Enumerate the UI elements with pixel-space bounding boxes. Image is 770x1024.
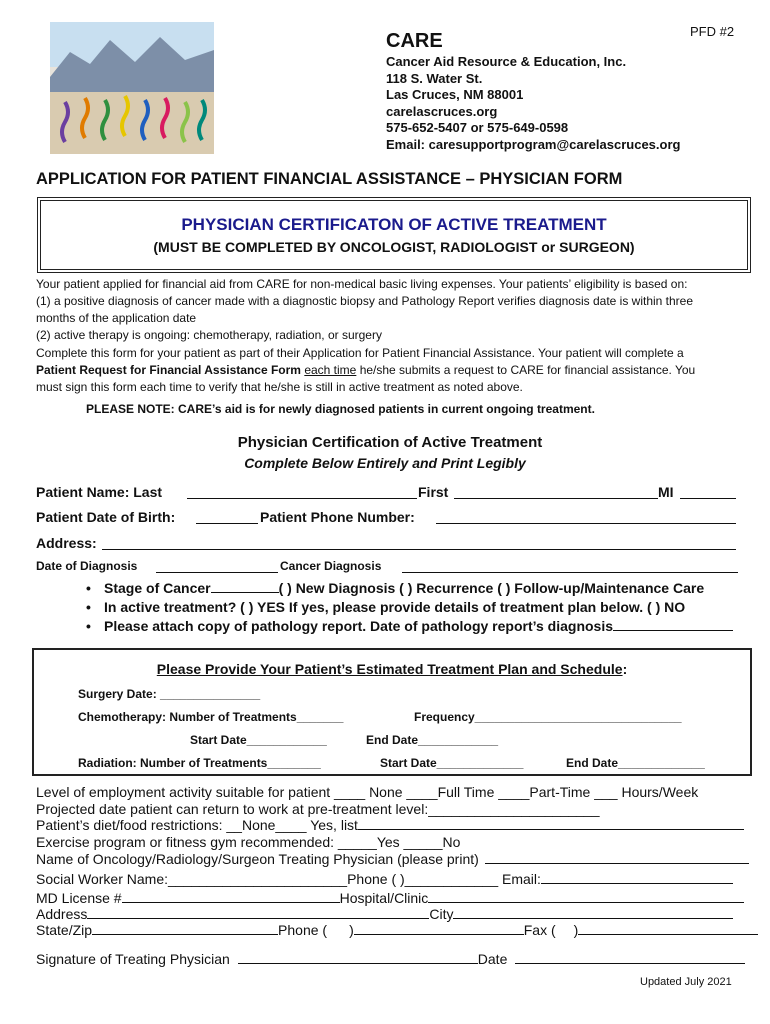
patient-last-name-label: Patient Name: Last <box>36 484 163 500</box>
diet-restrictions-line[interactable] <box>358 817 744 830</box>
patient-last-name-field[interactable] <box>187 498 417 499</box>
state-phone-fax-row <box>36 922 758 938</box>
patient-dob-field[interactable] <box>196 523 258 524</box>
exercise-program-field[interactable]: Exercise program or fitness gym recommended: _____Yes _____No <box>36 834 461 851</box>
surgery-date-field[interactable]: Surgery Date: _______________ <box>78 687 261 701</box>
date-label: Date <box>477 951 508 967</box>
bullet-stage: • Stage of Cancer ( ) New Diagnosis ( ) Recurrence ( ) Follow-up/Maintenance Care <box>86 580 705 596</box>
state-zip-label: State/Zip <box>36 922 93 938</box>
intro-line: (1) a positive diagnosis of cancer made with a diagnostic biopsy and Pathology Report verifies diagnosis date is within three <box>36 294 694 308</box>
patient-mi-field[interactable] <box>680 498 736 499</box>
city-label: City <box>429 906 454 922</box>
certification-box <box>37 197 751 273</box>
instructions-line: Complete this form for your patient as part of their Application for Patient Financial Assistance. Your patient will complete a <box>36 346 684 360</box>
form-id: PFD #2 <box>690 24 735 39</box>
radiation-start-date-field[interactable]: Start Date_____________ <box>380 756 524 770</box>
instructions-paragraph <box>36 345 746 396</box>
intro-line: months of the application date <box>36 311 197 325</box>
org-short-name: CARE <box>386 30 443 52</box>
social-worker-email-field[interactable] <box>541 871 733 884</box>
section-title: Physician Certification of Active Treatment <box>237 434 543 451</box>
md-license-field[interactable] <box>122 890 340 903</box>
org-city: Las Cruces, NM 88001 <box>386 87 524 103</box>
fax-field[interactable] <box>578 922 758 935</box>
org-phones: 575-652-5407 or 575-649-0598 <box>386 120 569 136</box>
hospital-field[interactable] <box>428 890 744 903</box>
hospital-label: Hospital/Clinic <box>339 890 429 906</box>
chemo-start-date-field[interactable]: Start Date____________ <box>190 733 327 747</box>
instructions-line: must sign this form each time to verify that he/she is still in active treatment as noted above. <box>36 380 523 394</box>
diagnosis-type-options[interactable]: ( ) New Diagnosis ( ) Recurrence ( ) Follow-up/Maintenance Care <box>278 580 705 596</box>
active-treatment-options[interactable]: In active treatment? ( ) YES If yes, please provide details of treatment plan below. ( ) NO <box>104 599 686 615</box>
org-address-block <box>386 54 680 154</box>
form-title: APPLICATION FOR PATIENT FINANCIAL ASSISTANCE – PHYSICIAN FORM <box>36 170 623 188</box>
phone-close-paren: ) <box>349 922 354 938</box>
chemo-treatments-field[interactable]: Chemotherapy: Number of Treatments_______ <box>78 710 344 724</box>
bullet-pathology: • Please attach copy of pathology report. Date of pathology report’s diagnosis <box>86 617 733 636</box>
patient-dob-label: Patient Date of Birth: <box>36 509 176 525</box>
pathology-date-field[interactable] <box>613 618 733 631</box>
social-worker-row[interactable] <box>36 871 733 887</box>
radiation-treatments-field[interactable]: Radiation: Number of Treatments________ <box>78 756 321 770</box>
city-field[interactable] <box>453 906 733 919</box>
physician-address-field[interactable] <box>87 906 429 919</box>
fax-close-paren: ) <box>573 922 579 938</box>
signature-date-field[interactable] <box>515 951 745 964</box>
cert-subtitle: (MUST BE COMPLETED BY ONCOLOGIST, RADIOLOGIST or SURGEON) <box>153 239 635 255</box>
cancer-diagnosis-field[interactable] <box>402 572 738 573</box>
signature-field[interactable] <box>238 951 478 964</box>
pathology-date-label: Please attach copy of pathology report. Date of pathology report’s diagnosis <box>104 618 614 634</box>
org-street: 118 S. Water St. <box>386 70 483 86</box>
patient-phone-field[interactable] <box>436 523 736 524</box>
chemo-frequency-field[interactable]: Frequency_______________________________ <box>414 710 682 724</box>
form-name-emphasis: Patient Request for Financial Assistance Form <box>36 363 301 377</box>
state-zip-field[interactable] <box>92 922 278 935</box>
treating-physician-label: Name of Oncology/Radiology/Surgeon Treating Physician (please print) <box>36 850 479 867</box>
intro-paragraph <box>36 276 746 344</box>
plan-title-text: Please Provide Your Patient’s Estimated Treatment Plan and Schedule <box>156 661 623 677</box>
signature-label: Signature of Treating Physician <box>36 951 230 967</box>
treating-physician-field[interactable] <box>36 851 749 868</box>
bullet-active-treatment: • In active treatment? ( ) YES If yes, please provide details of treatment plan below. ( ) NO <box>86 599 686 615</box>
patient-address-label: Address: <box>36 535 97 551</box>
physician-address-row <box>36 906 733 922</box>
cert-title: PHYSICIAN CERTIFICATON OF ACTIVE TREATMENT <box>181 215 607 234</box>
return-to-work-field[interactable]: Projected date patient can return to work at pre-treatment level:______________________ <box>36 800 600 817</box>
diagnosis-date-label: Date of Diagnosis <box>36 559 138 573</box>
instructions-line <box>36 362 746 379</box>
chemo-end-date-field[interactable]: End Date____________ <box>366 733 499 747</box>
patient-phone-label: Patient Phone Number: <box>260 509 415 525</box>
patient-first-name-field[interactable] <box>454 498 658 499</box>
radiation-end-date-field[interactable]: End Date_____________ <box>566 756 705 770</box>
employment-level-field[interactable]: Level of employment activity suitable for patient ____ None ____Full Time ____Part-Time ___ Hours/Week <box>36 784 699 800</box>
updated-date: Updated July 2021 <box>640 976 732 988</box>
intro-line: (2) active therapy is ongoing: chemotherapy, radiation, or surgery <box>36 328 382 342</box>
md-license-row <box>36 890 744 906</box>
diet-restrictions-field[interactable] <box>36 817 749 834</box>
intro-line: Your patient applied for financial aid from CARE for non-medical basic living expenses. Your patients’ eligibility is based on: <box>36 277 688 291</box>
section-subtitle: Complete Below Entirely and Print Legibly <box>244 455 526 471</box>
instructions-text: he/she submits a request to CARE for financial assistance. You <box>359 363 696 377</box>
md-license-label: MD License # <box>36 890 122 906</box>
diagnosis-bullets <box>86 579 733 636</box>
care-logo-image <box>50 22 214 154</box>
physician-phone-label: Phone ( <box>278 922 328 938</box>
diet-restrictions-label: Patient’s diet/food restrictions: __None____ Yes, list <box>36 817 358 834</box>
cancer-diagnosis-label: Cancer Diagnosis <box>280 559 382 573</box>
social-worker-label: Social Worker Name:_______________________Phone ( )____________ Email: <box>36 871 541 887</box>
employment-section <box>36 784 749 868</box>
physician-phone-field[interactable] <box>354 922 524 935</box>
patient-mi-label: MI <box>658 484 674 500</box>
org-website: carelascruces.org <box>386 103 498 119</box>
physician-address-label: Address <box>36 906 88 922</box>
stage-label: Stage of Cancer <box>104 580 211 596</box>
signature-row <box>36 951 745 967</box>
plan-title: Please Provide Your Patient’s Estimated Treatment Plan and Schedule: <box>156 661 628 677</box>
diagnosis-date-field[interactable] <box>156 572 278 573</box>
treatment-plan-box <box>32 648 752 776</box>
org-name: Cancer Aid Resource & Education, Inc. <box>386 54 627 69</box>
org-email: Email: caresupportprogram@carelascruces.org <box>386 136 681 152</box>
fax-label: Fax ( <box>523 922 556 938</box>
patient-address-field[interactable] <box>102 549 736 550</box>
treating-physician-line[interactable] <box>485 851 749 864</box>
patient-first-name-label: First <box>418 484 449 500</box>
please-note: PLEASE NOTE: CARE’s aid is for newly diagnosed patients in current ongoing treatment. <box>86 402 595 416</box>
stage-field[interactable] <box>211 580 279 593</box>
each-time-emphasis: each time <box>304 363 357 377</box>
